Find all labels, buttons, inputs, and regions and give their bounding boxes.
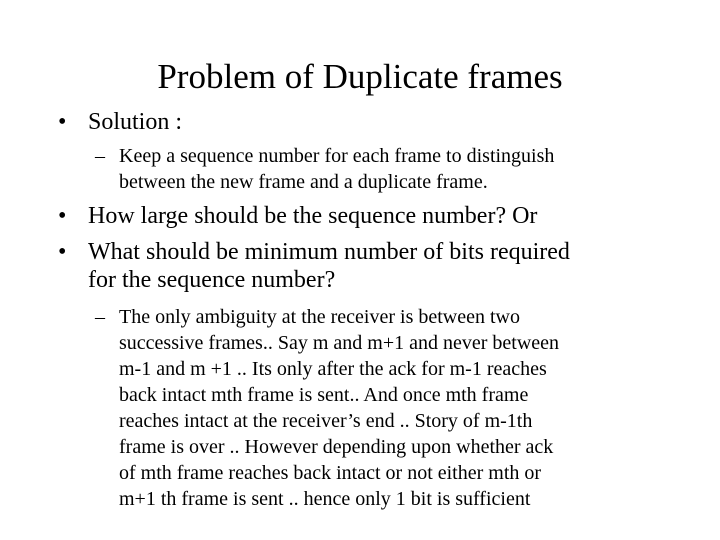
sub-bullet-text: between the new frame and a duplicate frame. [119,171,488,193]
bullet-how-large [58,202,688,230]
sub-bullet-keep-sequence [95,143,689,195]
sub-bullet-text: The only ambiguity at the receiver is between two [119,306,520,328]
sub-bullet-text: back intact mth frame is sent.. And once mth frame [119,384,529,406]
sub-bullet-text: successive frames.. Say m and m+1 and never between [119,332,560,354]
bullet-icon: • [58,203,67,229]
slide-title: Problem of Duplicate frames [157,57,563,96]
bullet-text: What should be minimum number of bits required [88,239,570,265]
sub-bullet-text: frame is over .. However depending upon whether ack [119,436,554,458]
bullet-icon: • [58,239,67,265]
sub-bullet-text: m+1 th frame is sent .. hence only 1 bit is sufficient [119,488,531,510]
dash-icon: – [95,145,105,167]
bullet-solution [58,108,688,136]
bullet-text: How large should be the sequence number? Or [88,203,538,229]
bullet-icon: • [58,109,67,135]
dash-icon: – [95,306,105,328]
bullet-text: Solution : [88,109,183,135]
sub-bullet-text: of mth frame reaches back intact or not either mth or [119,462,542,484]
sub-bullet-text: Keep a sequence number for each frame to distinguish [119,145,555,167]
sub-bullet-text: reaches intact at the receiver’s end .. Story of m-1th [119,410,533,432]
sub-bullet-text: m-1 and m +1 .. Its only after the ack for m-1 reaches [119,358,547,380]
bullet-minimum-bits [58,238,688,294]
bullet-text: for the sequence number? [88,267,336,293]
sub-bullet-ambiguity [95,304,689,512]
